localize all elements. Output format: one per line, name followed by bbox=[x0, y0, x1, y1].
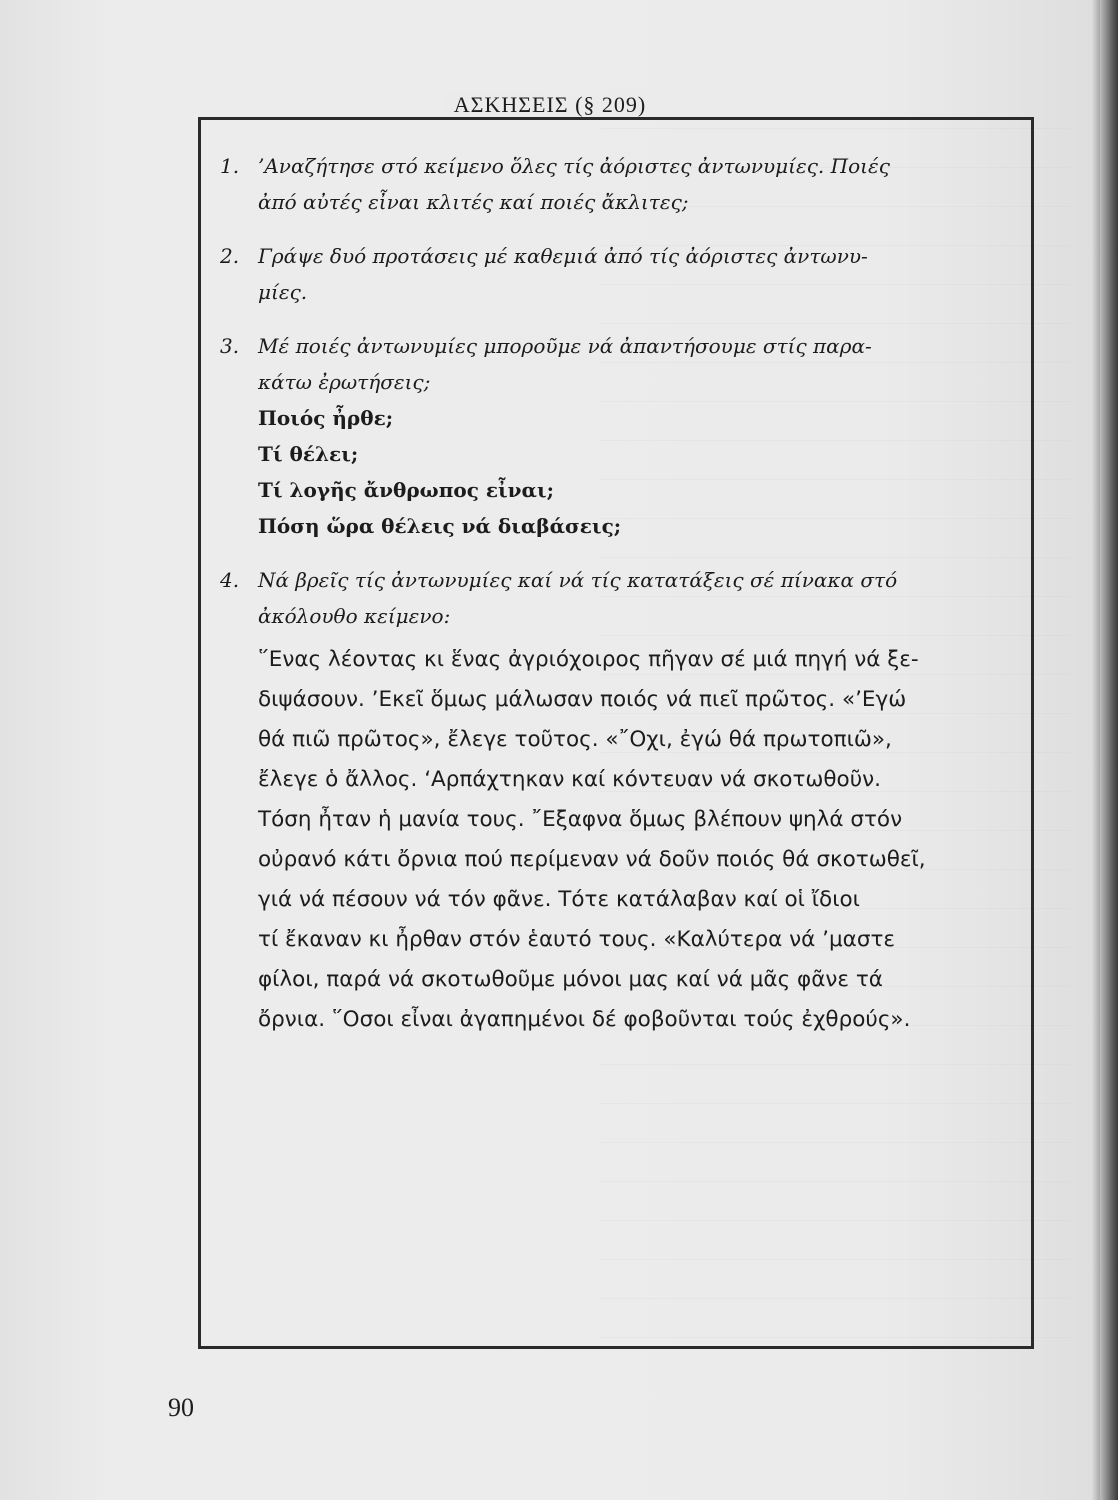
exercise-1 bbox=[220, 148, 1020, 220]
exercise-number: 3. bbox=[220, 334, 240, 358]
story-line: γιά νά πέσουν νά τόν φᾶνε. Τότε κατάλαβαν καί οἱ ἴδιοι bbox=[258, 887, 860, 912]
story-line: φίλοι, παρά νά σκοτωθοῦμε μόνοι μας καί νά μᾶς φᾶνε τά bbox=[258, 967, 883, 992]
exercise-line: μίες. bbox=[258, 280, 308, 304]
exercise-number: 4. bbox=[220, 568, 240, 592]
question-list bbox=[220, 400, 1020, 544]
exercise-4 bbox=[220, 562, 1020, 634]
book-spine-edge bbox=[1100, 0, 1118, 1500]
story-line: ἔλεγε ὁ ἄλλος. ‘Αρπάχτηκαν καί κόντευαν νά σκοτωθοῦν. bbox=[258, 767, 881, 792]
story-line: οὐρανό κάτι ὄρνια πού περίμεναν νά δοῦν ποιός θά σκοτωθεῖ, bbox=[258, 847, 926, 872]
exercise-line: Μέ ποιές ἀντωνυμίες μποροῦμε νά ἀπαντήσουμε στίς παρα- bbox=[258, 334, 872, 358]
exercise-number: 2. bbox=[220, 244, 240, 268]
exercise-line: ἀκόλουθο κείμενο: bbox=[258, 604, 451, 628]
exercise-number: 1. bbox=[220, 154, 240, 178]
exercise-line: κάτω ἐρωτήσεις; bbox=[258, 370, 431, 394]
story-line: διψάσουν. ’Εκεῖ ὅμως μάλωσαν ποιός νά πιεῖ πρῶτος. «’Εγώ bbox=[258, 687, 907, 712]
exercise-line: ἀπό αὐτές εἶναι κλιτές καί ποιές ἄκλιτες; bbox=[258, 190, 689, 214]
question-item: Τί λογῆς ἄνθρωπος εἶναι; bbox=[258, 478, 555, 502]
exercise-2 bbox=[220, 238, 1020, 310]
header-title: ΑΣΚΗΣΕΙΣ (§ 209) bbox=[444, 92, 657, 117]
page-edge-shadow bbox=[1092, 0, 1100, 1500]
story-line: Τόση ἦταν ἡ μανία τους. ῎Εξαφνα ὅμως βλέπουν ψηλά στόν bbox=[258, 807, 903, 832]
story-line: τί ἔκαναν κι ἦρθαν στόν ἑαυτό τους. «Καλύτερα νά ’μαστε bbox=[258, 927, 896, 952]
page-number: 90 bbox=[168, 1393, 194, 1422]
exercise-content bbox=[220, 148, 1020, 1040]
exercise-3 bbox=[220, 328, 1020, 400]
question-item: Ποιός ἦρθε; bbox=[258, 406, 394, 430]
page-header bbox=[0, 92, 1100, 118]
exercise-line: Νά βρεῖς τίς ἀντωνυμίες καί νά τίς κατατάξεις σέ πίνακα στό bbox=[258, 568, 898, 592]
story-line: ὄρνια. ῞Οσοι εἶναι ἀγαπημένοι δέ φοβοῦνται τούς ἐχθρούς». bbox=[258, 1007, 911, 1032]
question-item: Τί θέλει; bbox=[258, 442, 359, 466]
story-line: ῞Ενας λέοντας κι ἕνας ἀγριόχοιρος πῆγαν σέ μιά πηγή νά ξε- bbox=[258, 647, 919, 672]
exercise-line: Γράψε δυό προτάσεις μέ καθεμιά ἀπό τίς ἀόριστες ἀντωνυ- bbox=[258, 244, 868, 268]
exercise-line: ’Αναζήτησε στό κείμενο ὅλες τίς ἀόριστες ἀντωνυμίες. Ποιές bbox=[258, 154, 890, 178]
question-item: Πόση ὥρα θέλεις νά διαβάσεις; bbox=[258, 514, 622, 538]
story-text bbox=[220, 640, 1020, 1040]
story-line: θά πιῶ πρῶτος», ἔλεγε τοῦτος. «῎Οχι, ἐγώ θά πρωτοπιῶ», bbox=[258, 727, 892, 752]
